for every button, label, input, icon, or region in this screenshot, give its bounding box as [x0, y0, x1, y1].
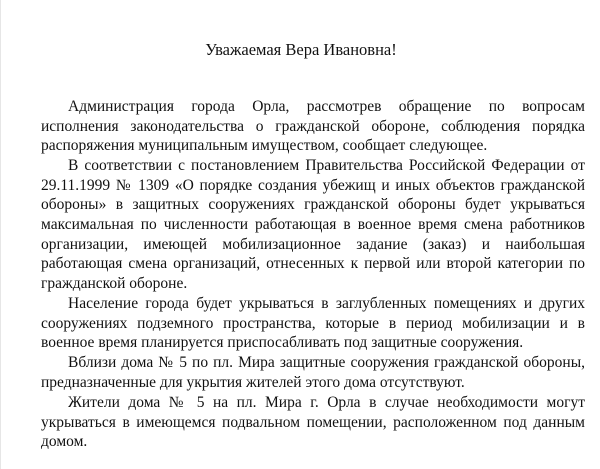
- letter-body: [41, 97, 585, 452]
- paragraph-no-shelters-nearby: Вблизи дома № 5 по пл. Мира защитные сооружения гражданской обороны, предназначенные для укрытия жителей этого дома отсутствуют.: [41, 354, 585, 391]
- paragraph-administration-response: Администрация города Орла, рассмотрев обращение по вопросам исполнения законодательства о гражданской обороне, соблюдения порядка распоряжения муниципальным имуществом, сообщает следующее.: [41, 98, 585, 155]
- paragraph-basement-shelter: Жители дома № 5 на пл. Мира г. Орла в случае необходимости могут укрываться в имеющемся подвальном помещении, расположенном под данным домом.: [41, 393, 585, 451]
- salutation: Уважаемая Вера Ивановна!: [205, 40, 397, 59]
- paragraph-population-shelter: Население города будет укрываться в заглубленных помещениях и других сооружениях подземного пространства, которые в период мобилизации и в военное время планируется приспосабливать под защитные сооружения.: [41, 294, 585, 352]
- paragraph-government-decree: В соответствии с постановлением Правительства Российской Федерации от 29.11.1999 № 1309 «О порядке создания убежищ и иных объектов гражданской обороны» в защитных сооружениях гражданской обороны будет укрываться максимальная по численности работающая в военное время смена работников организации, имеющей мобилизационное задание (заказ) и наибольшая работающая смена организаций, отнесенных к первой или второй категории по гражданской обороне.: [41, 157, 585, 292]
